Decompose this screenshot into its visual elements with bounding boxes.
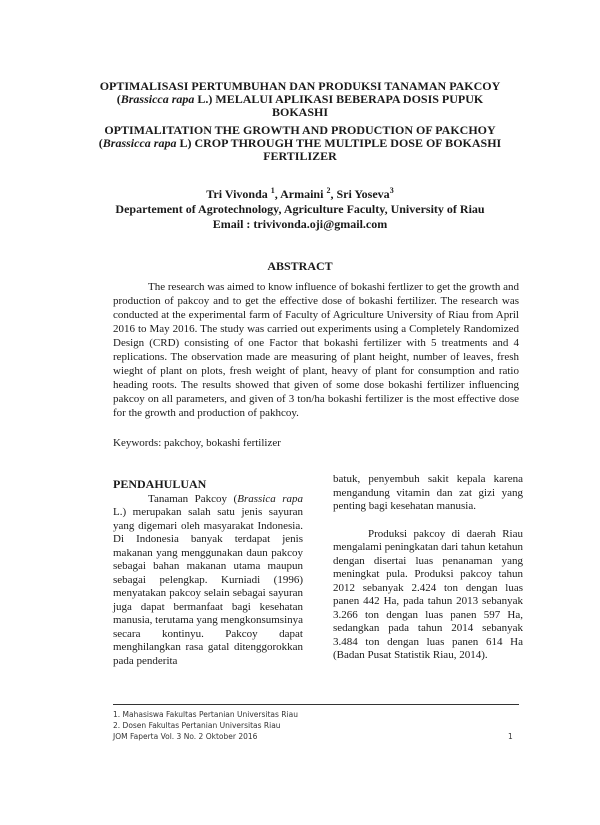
body-paragraph: [113, 493, 303, 669]
paper-title-english: [95, 124, 505, 163]
title-line: FERTILIZER: [263, 149, 337, 163]
author-name: Armaini: [280, 187, 324, 201]
email: Email : trivivonda.oji@gmail.com: [212, 217, 388, 231]
section-heading: PENDAHULUAN: [113, 477, 207, 491]
affiliation: Departement of Agrotechnology, Agriculture Faculty, University of Riau: [115, 202, 485, 216]
species-name: Brassica rapa: [237, 492, 304, 505]
title-line: OPTIMALITATION THE GROWTH AND PRODUCTION OF PAKCHOY: [104, 123, 496, 137]
title-line-rest: L) CROP THROUGH THE MULTIPLE DOSE OF BOKASHI: [176, 136, 502, 150]
author-names: Tri Vivonda $^1$, Armaini $^2$, Sri Yoseva$^3$: [206, 186, 394, 201]
author-superscript: 3: [389, 186, 394, 195]
author-superscript: 2: [326, 186, 331, 195]
species-name: Brassicca rapa: [102, 136, 177, 150]
species-name: Brassicca rapa: [120, 92, 195, 106]
keywords: Keywords: pakchoy, bokashi fertilizer: [113, 437, 281, 449]
left-column: [113, 478, 303, 668]
title-line: OPTIMALISASI PERTUMBUHAN DAN PRODUKSI TANAMAN PAKCOY: [99, 79, 501, 93]
author-name: Tri Vivonda: [206, 187, 268, 201]
paragraph-text: L.) merupakan salah satu jenis sayuran yang digemari oleh masyarakat Indonesia. Di Indonesia banyak terdapat jenis makanan yang menggunakan daun pakcoy sebagai bahan makanan utama maupun sebagai pelengkap. Kurniadi (1996) menyatakan pakcoy selain sebagai sayuran juga dapat bermanfaat bagi kesehatan manusia, terutama yang mengkonsumsinya secara kontinyu. Pakcoy dapat menghilangkan rasa gatal ditenggorokkan pada penderita: [113, 506, 304, 667]
paper-title-indonesian: [95, 80, 505, 119]
right-column: [333, 473, 523, 663]
body-paragraph: Produksi pakcoy di daerah Riau mengalami peningkatan dari tahun ketahun dengan disertai luas penanaman yang meningkat pula. Produksi pakcoy tahun 2012 sebanyak 2.424 ton dengan luas panen 442 Ha, pada tahun 2013 sebanyak 3.266 ton dengan luas panen 597 Ha, sedangkan pada tahun 2014 sebanyak 3.484 ton dengan luas panen 614 Ha (Badan Pusat Statistik Riau, 2014).: [333, 527, 523, 661]
title-line: BOKASHI: [271, 105, 328, 119]
journal-info: JOM Faperta Vol. 3 No. 2 Oktober 2016: [113, 732, 258, 741]
abstract-body: The research was aimed to know influence of bokashi fertlizer to get the growth and production of pakcoy and to get the effective dose of bokashi fertilizer. The research was conducted at the experimental farm of Faculty of Agriculture University of Riau from April 2016 to May 2016. The study was carried out experiments using a Completely Randomized Design (CRD) consisting of one Factor that bokashi fertilizer with 5 treatments and 4 replications. The observation made are measuring of plant height, number of leaves, fresh wieght of plant on plots, fresh weight of plant, heavy of plant for consumption and ratio heading roots. The results showed that given of some dose bokashi fertilizer influencing pakcoy on all parameters, and given of 3 ton/ha bokashi fertilizer is the most effective dose for the growth and production of pakhcoy.: [113, 281, 519, 419]
footnote-divider: [113, 704, 519, 705]
page-number: 1: [508, 732, 513, 741]
footnote: 1. Mahasiswa Fakultas Pertanian Universitas Riau: [113, 710, 298, 719]
author-block: [80, 183, 520, 232]
author-name: Sri Yoseva: [336, 187, 390, 201]
author-superscript: 1: [270, 186, 275, 195]
body-paragraph: batuk, penyembuh sakit kepala karena mengandung vitamin dan zat gizi yang penting bagi kesehatan manusia.: [333, 473, 523, 512]
abstract-heading: ABSTRACT: [267, 259, 333, 273]
footnote: 2. Dosen Fakultas Pertanian Universitas Riau: [113, 721, 281, 730]
paragraph-text: Tanaman Pakcoy (: [148, 492, 238, 505]
title-line: (Brassicca rapa L) CROP THROUGH THE MULTIPLE DOSE OF BOKASHI: [98, 136, 502, 150]
title-line-rest: L.) MELALUI APLIKASI BEBERAPA DOSIS PUPUK: [194, 92, 484, 106]
paragraph-gap: [333, 514, 523, 528]
title-line: (Brassicca rapa L.) MELALUI APLIKASI BEBERAPA DOSIS PUPUK: [116, 92, 484, 106]
